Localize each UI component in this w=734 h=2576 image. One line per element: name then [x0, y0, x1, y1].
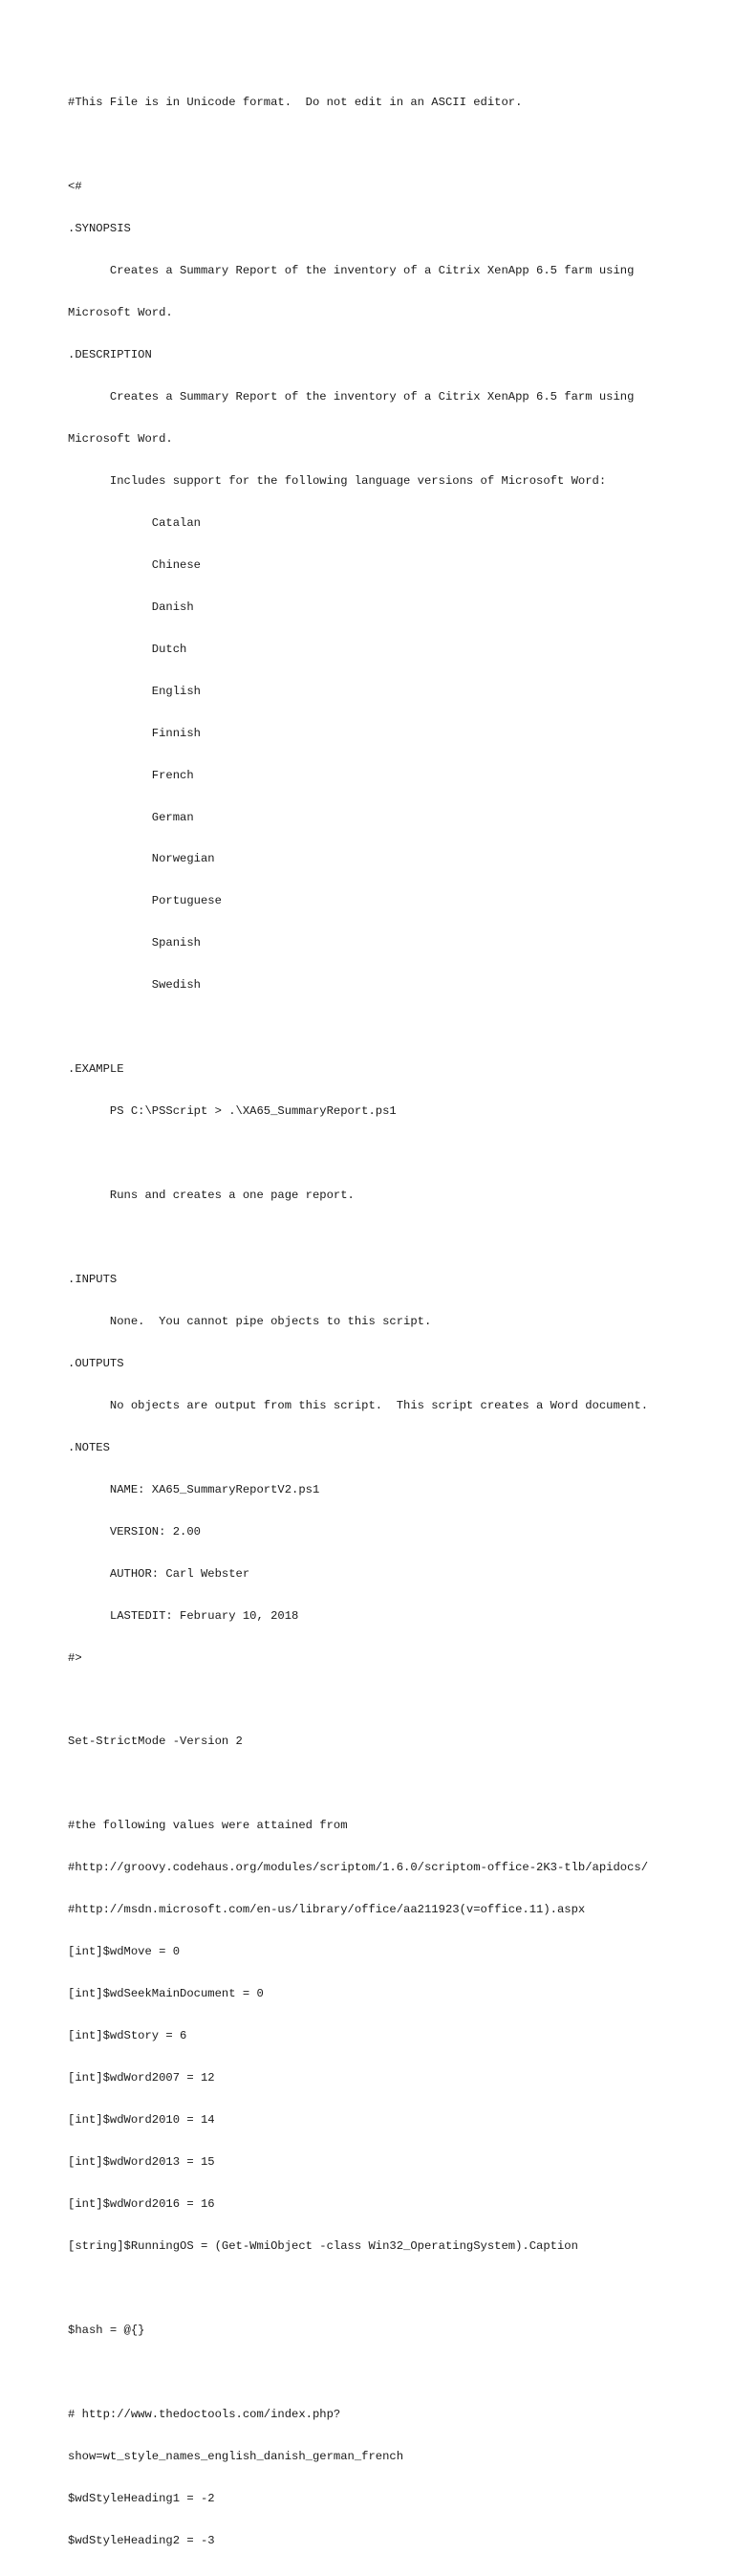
code-line: .NOTES — [68, 1440, 110, 1454]
code-line: #http://groovy.codehaus.org/modules/scriptom/1.6.0/scriptom-office-2K3-tlb/apidocs/ — [68, 1861, 649, 1875]
code-line: NAME: XA65_SummaryReportV2.ps1 — [68, 1482, 320, 1496]
code-line: [int]$wdWord2016 = 16 — [68, 2196, 215, 2211]
code-line: Microsoft Word. — [68, 306, 173, 320]
code-line: Set-StrictMode -Version 2 — [68, 1735, 243, 1749]
code-line: Catalan — [68, 515, 201, 530]
code-line: show=wt_style_names_english_danish_german_french — [68, 2449, 404, 2463]
code-line: .EXAMPLE — [68, 1062, 124, 1077]
code-line: Norwegian — [68, 852, 215, 866]
code-line: [int]$wdWord2010 = 14 — [68, 2113, 215, 2128]
code-line: [int]$wdStory = 6 — [68, 2029, 187, 2043]
code-line: Danish — [68, 600, 194, 614]
code-line: .DESCRIPTION — [68, 348, 152, 362]
code-line — [68, 1146, 699, 1161]
code-line: $wdStyleHeading1 = -2 — [68, 2491, 215, 2505]
code-line: Chinese — [68, 557, 201, 572]
code-line: AUTHOR: Carl Webster — [68, 1566, 250, 1581]
code-line: Spanish — [68, 936, 201, 950]
code-line: Runs and creates a one page report. — [68, 1189, 355, 1203]
code-line — [68, 2366, 699, 2380]
code-line — [68, 138, 699, 152]
code-line: German — [68, 810, 194, 824]
code-line: LASTEDIT: February 10, 2018 — [68, 1608, 299, 1623]
code-line: Creates a Summary Report of the inventory of a Citrix XenApp 6.5 farm using — [68, 264, 635, 278]
code-line: #This File is in Unicode format. Do not edit in an ASCII editor. — [68, 96, 523, 110]
code-line: English — [68, 684, 201, 698]
code-line: #> — [68, 1650, 82, 1665]
code-line: $hash = @{} — [68, 2323, 145, 2337]
code-line — [68, 2281, 699, 2296]
code-line: Swedish — [68, 978, 201, 993]
code-line — [68, 1693, 699, 1708]
code-line: No objects are output from this script. This script creates a Word document. — [68, 1398, 649, 1412]
code-line: [int]$wdWord2007 = 12 — [68, 2071, 215, 2085]
code-line: [string]$RunningOS = (Get-WmiObject -class Win32_OperatingSystem).Caption — [68, 2238, 578, 2253]
code-line: .INPUTS — [68, 1273, 118, 1286]
code-line: None. You cannot pipe objects to this script. — [68, 1314, 432, 1328]
code-line — [68, 1231, 699, 1245]
code-line: .OUTPUTS — [68, 1356, 124, 1370]
code-line: Creates a Summary Report of the inventory of a Citrix XenApp 6.5 farm using — [68, 389, 635, 404]
code-line: [int]$wdWord2013 = 15 — [68, 2155, 215, 2170]
code-line: .SYNOPSIS — [68, 222, 131, 236]
code-line: VERSION: 2.00 — [68, 1524, 201, 1539]
code-line: Portuguese — [68, 894, 222, 908]
code-line: #the following values were attained from — [68, 1819, 348, 1833]
code-line: #http://msdn.microsoft.com/en-us/library/office/aa211923(v=office.11).aspx — [68, 1903, 586, 1917]
code-line: [int]$wdMove = 0 — [68, 1945, 181, 1959]
script-text — [68, 68, 699, 2576]
code-line: Includes support for the following language versions of Microsoft Word: — [68, 473, 607, 488]
code-line: $wdStyleHeading2 = -3 — [68, 2533, 215, 2547]
code-line: French — [68, 768, 194, 782]
code-line — [68, 1777, 699, 1791]
code-line: PS C:\PSScript > .\XA65_SummaryReport.ps1 — [68, 1104, 397, 1119]
code-line: Finnish — [68, 726, 201, 740]
code-line — [68, 1020, 699, 1035]
code-line: Dutch — [68, 642, 187, 656]
code-line: [int]$wdSeekMainDocument = 0 — [68, 1987, 264, 2001]
code-line: <# — [68, 180, 82, 194]
code-line: Microsoft Word. — [68, 431, 173, 446]
code-line: # http://www.thedoctools.com/index.php? — [68, 2407, 341, 2421]
